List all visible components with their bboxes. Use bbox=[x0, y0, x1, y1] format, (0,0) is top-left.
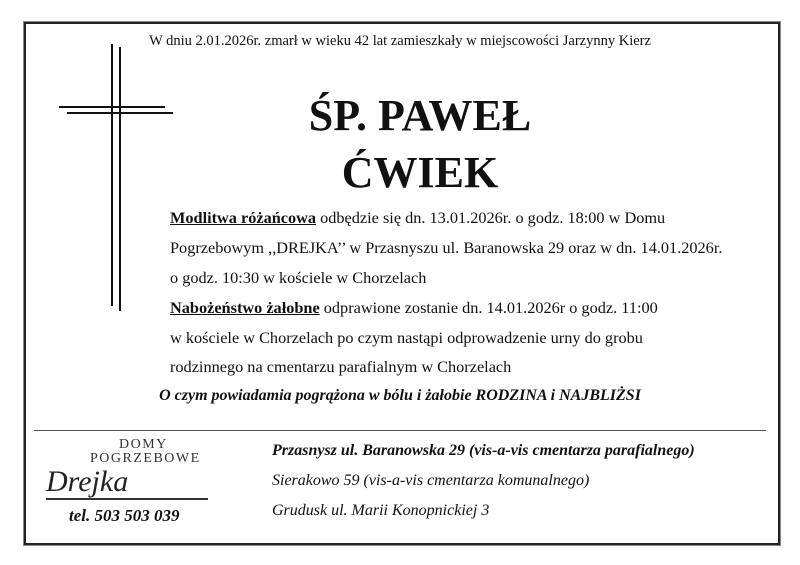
logo-brand: Drejka bbox=[46, 465, 129, 498]
rosary-line-1 bbox=[170, 208, 665, 228]
logo-line-2: POGRZEBOWE bbox=[90, 451, 201, 466]
closing-line: O czym powiadamia pogrążona w bólu i żałobie RODZINA i NAJBLIŻSI bbox=[159, 387, 641, 404]
address-2: Sierakowo 59 (vis-a-vis cmentarza komunalnego) bbox=[272, 472, 590, 489]
service-line-3: rodzinnego na cmentarzu parafialnym w Chorzelach bbox=[170, 357, 512, 376]
logo-line-1: DOMY bbox=[119, 437, 168, 452]
rosary-line-2: Pogrzebowym ,,DREJKA’’ w Przasnyszu ul. Baranowska 29 oraz w dn. 14.01.2026r. bbox=[170, 238, 723, 257]
death-notice-header: W dniu 2.01.2026r. zmarł w wieku 42 lat zamieszkały w miejscowości Jarzynny Kierz bbox=[149, 33, 651, 49]
rosary-line-3: o godz. 10:30 w kościele w Chorzelach bbox=[170, 268, 427, 287]
phone-number: tel. 503 503 039 bbox=[69, 506, 180, 525]
deceased-name-last: ĆWIEK bbox=[341, 148, 499, 197]
funeral-home-logo bbox=[42, 438, 212, 528]
address-3: Grudusk ul. Marii Konopnickiej 3 bbox=[272, 502, 490, 519]
service-line-1 bbox=[170, 298, 658, 318]
deceased-name-first: ŚP. PAWEŁ bbox=[308, 91, 532, 140]
address-1: Przasnysz ul. Baranowska 29 (vis-a-vis cmentarza parafialnego) bbox=[272, 442, 695, 459]
rosary-text: odbędzie się dn. 13.01.2026r. o godz. 18:00 w Domu bbox=[316, 208, 666, 227]
divider bbox=[34, 430, 766, 431]
service-text: odprawione zostanie dn. 14.01.2026r o godz. 11:00 bbox=[319, 298, 658, 317]
service-line-2: w kościele w Chorzelach po czym nastąpi odprowadzenie urny do grobu bbox=[170, 328, 643, 347]
rosary-label: Modlitwa różańcowa bbox=[170, 208, 317, 227]
service-label: Nabożeństwo żałobne bbox=[170, 298, 320, 317]
